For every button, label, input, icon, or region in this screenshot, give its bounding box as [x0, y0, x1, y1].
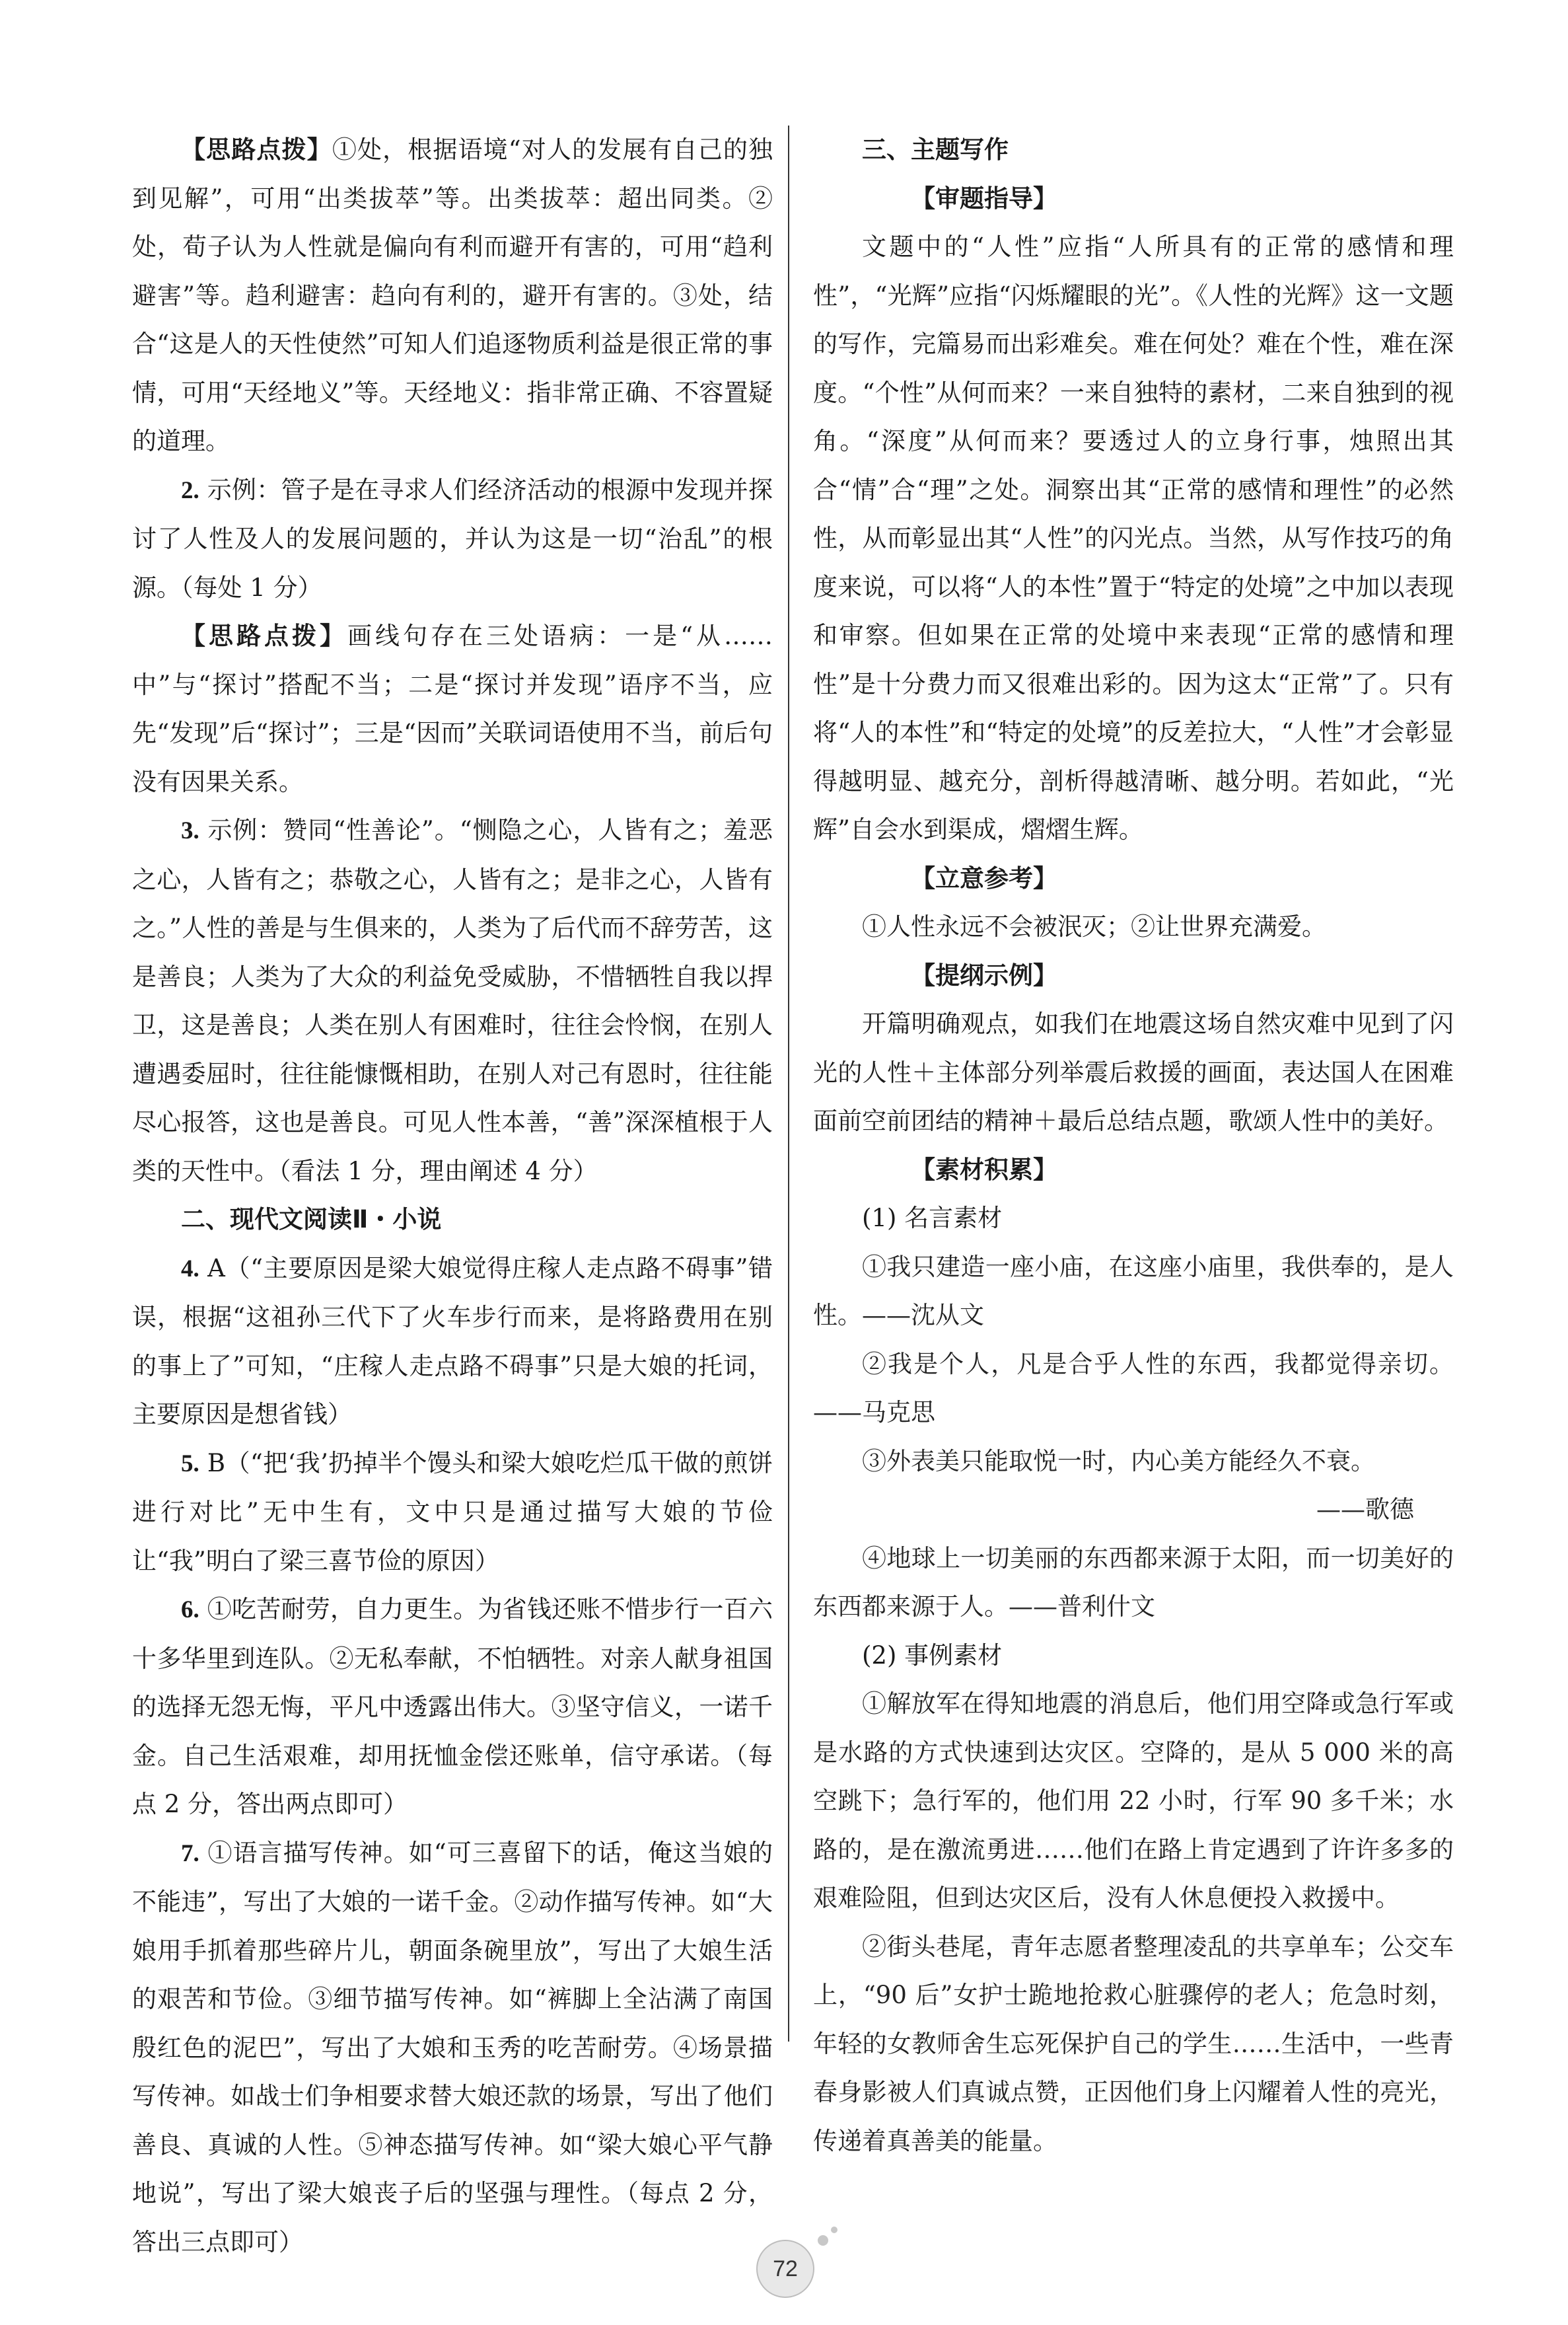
quote-3: ③外表美只能取悦一时，内心美方能经久不衰。 [862, 1446, 1375, 1475]
question-number: 4. [181, 1255, 199, 1282]
hint-text: ①处，根据语境“对人的发展有自己的独到见解”，可用“出类拔萃”等。出类拔萃：超出同类。②处，荀子认为人性就是偏向有利而避开有害的，可用“趋利避害”等。趋利避害：趋向有利的，避开有害的。③处，结合“这是人的天性使然”可知人们追逐物质利益是很正常的事情，可用“天经地义”等。天经地义：指非常正确、不容置疑的道理。 [132, 135, 773, 455]
answer-text: 示例：管子是在寻求人们经济活动的根源中发现并探讨了人性及人的发展问题的，并认为这是一切“治乱”的根源。（每处 1 分） [132, 475, 773, 602]
example-2: ②街头巷尾，青年志愿者整理凌乱的共享单车；公交车上，“90 后”女护士跪地抢救心脏骤停的老人；危急时刻，年轻的女教师舍生忘死保护自己的学生……生活中，一些青春身影被人们真诚点赞，正因他们身上闪耀着人性的亮光，传递着真善美的能量。 [813, 1932, 1454, 2155]
guide-text: 文题中的“人性”应指“人所具有的正常的感情和理性”，“光辉”应指“闪烁耀眼的光”。《人性的光辉》这一文题的写作，完篇易而出彩难矣。难在何处？难在个性，难在深度。“个性”从何而来？一来自独特的素材，二来自独到的视角。“深度”从何而来？要透过人的立身行事，烛照出其合“情”合“理”之处。洞察出其“正常的感情和理性”的必然性，从而彰显出其“人性”的闪光点。当然，从写作技巧的角度来说，可以将“人的本性”置于“特定的处境”之中加以表现和审察。但如果在正常的处境中来表现“正常的感情和理性”是十分费力而又很难出彩的。因为这太“正常”了。只有将“人的本性”和“特定的处境”的反差拉大，“人性”才会彰显得越明显、越充分，剖析得越清晰、越分明。若如此，“光辉”自会水到渠成，熠熠生辉。 [813, 233, 1454, 844]
idea-text: ①人性永远不会被泯灭；②让世界充满爱。 [862, 912, 1326, 941]
quote-1: ①我只建造一座小庙，在这座小庙里，我供奉的，是人性。——沈从文 [813, 1252, 1454, 1329]
answer-6 [132, 1585, 773, 1829]
answer-7 [132, 1829, 773, 2267]
outline-text: 开篇明确观点，如我们在地震这场自然灾难中见到了闪光的人性＋主体部分列举震后救援的画面，表达国人在困难面前空前团结的精神＋最后总结点题，歌颂人性中的美好。 [813, 1010, 1454, 1135]
quote-3-author: ——歌德 [1316, 1495, 1414, 1524]
section-heading-2: 二、现代文阅读Ⅱ・小说 [181, 1205, 442, 1234]
question-number: 2. [181, 476, 199, 504]
decorative-dot [831, 2227, 837, 2233]
answer-text: ①语言描写传神。如“可三喜留下的话，俺这当娘的不能违”，写出了大娘的一诺千金。②动作描写传神。如“大娘用手抓着那些碎片儿，朝面条碗里放”，写出了大娘生活的艰苦和节俭。③细节描写传神。如“裤脚上全沾满了南国殷红色的泥巴”，写出了大娘和玉秀的吃苦耐劳。④场景描写传神。如战士们争相要求替大娘还款的场景，写出了他们善良、真诚的人性。⑤神态描写传神。如“梁大娘心平气静地说”，写出了梁大娘丧子后的坚强与理性。（每点 2 分，答出三点即可） [132, 1838, 773, 2256]
example-1: ①解放军在得知地震的消息后，他们用空降或急行军或是水路的方式快速到达灾区。空降的，是从 5 000 米的高空跳下；急行军的，他们用 22 小时，行军 90 多千米；水路的，是在激流勇进……他们在路上肯定遇到了许许多多的艰难险阻，但到达灾区后，没有人休息便投入救援中。 [813, 1689, 1454, 1912]
page-number: 72 [756, 2240, 814, 2298]
section-heading-3: 三、主题写作 [862, 135, 1009, 164]
quote-material-title: (1) 名言素材 [862, 1204, 1003, 1232]
hint-label: 【思路点拨】 [181, 135, 332, 164]
answer-hint-2 [132, 612, 773, 806]
idea-label: 【立意参考】 [911, 864, 1057, 893]
answer-text: ①吃苦耐劳，自力更生。为省钱还账不惜步行一百六十多华里到连队。②无私奉献，不怕牺牲。对亲人献身祖国的选择无怨无悔，平凡中透露出伟大。③坚守信义，一诺千金。自己生活艰难，却用抚恤金偿还账单，信守承诺。（每点 2 分，答出两点即可） [132, 1595, 773, 1818]
guide-label: 【审题指导】 [911, 184, 1057, 213]
answer-hint-1 [132, 126, 773, 466]
column-divider [788, 126, 789, 2042]
example-material-title: (2) 事例素材 [862, 1641, 1003, 1670]
question-number: 7. [181, 1839, 199, 1867]
answer-4 [132, 1244, 773, 1439]
answer-text: B（“把‘我’扔掉半个馒头和梁大娘吃烂瓜干做的煎饼进行对比”无中生有，文中只是通过描写大娘的节俭让“我”明白了梁三喜节俭的原因） [132, 1448, 773, 1575]
quote-2: ②我是个人，凡是合乎人性的东西，我都觉得亲切。——马克思 [813, 1349, 1454, 1426]
quote-4: ④地球上一切美丽的东西都来源于太阳，而一切美好的东西都来源于人。——普利什文 [813, 1543, 1454, 1621]
answer-2 [132, 466, 773, 612]
question-number: 3. [181, 817, 199, 844]
material-label: 【素材积累】 [911, 1155, 1057, 1184]
left-column [132, 126, 773, 2266]
answer-text: A（“主要原因是梁大娘觉得庄稼人走点路不碍事”错误，根据“这祖孙三代下了火车步行而来，是将路费用在别的事上了”可知，“庄稼人走点路不碍事”只是大娘的托词，主要原因是想省钱） [132, 1253, 773, 1428]
right-column [813, 126, 1454, 2165]
decorative-dot [818, 2235, 828, 2246]
hint-text: 画线句存在三处语病：一是“从……中”与“探讨”搭配不当；二是“探讨并发现”语序不当，应先“发现”后“探讨”；三是“因而”关联词语使用不当，前后句没有因果关系。 [132, 622, 773, 796]
answer-3 [132, 806, 773, 1195]
hint-label: 【思路点拨】 [181, 622, 348, 650]
question-number: 6. [181, 1596, 199, 1623]
answer-text: 示例：赞同“性善论”。“恻隐之心，人皆有之；羞恶之心，人皆有之；恭敬之心，人皆有之；是非之心，人皆有之。”人性的善是与生俱来的，人类为了后代而不辞劳苦，这是善良；人类为了大众的利益免受威胁，不惜牺牲自我以捍卫，这是善良；人类在别人有困难时，往往会怜悯，在别人遭遇委屈时，往往能慷慨相助，在别人对己有恩时，往往能尽心报答，这也是善良。可见人性本善，“善”深深植根于人类的天性中。（看法 1 分，理由阐述 4 分） [132, 816, 773, 1185]
answer-5 [132, 1439, 773, 1586]
question-number: 5. [181, 1450, 199, 1477]
outline-label: 【提纲示例】 [911, 961, 1057, 990]
